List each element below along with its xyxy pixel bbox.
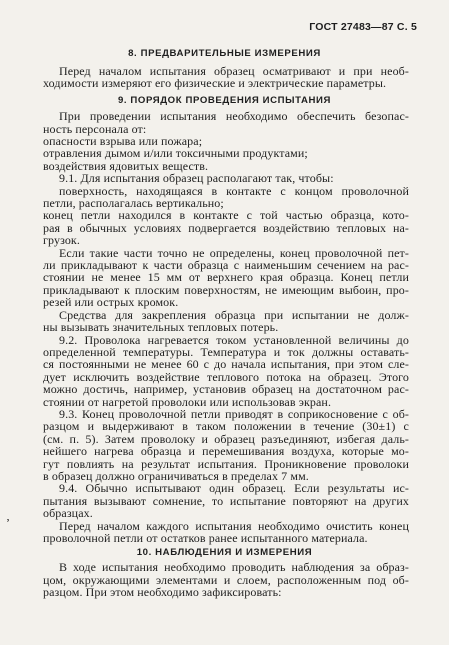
paragraph-line: ходимости измеряют его физические и электрические параметры. [43,76,387,91]
paragraph-line: рая в обычных условиях подвергается воздействию тепловых на- [43,220,409,235]
section-9-title: 9. ПОРЯДОК ПРОВЕДЕНИЯ ИСПЫТАНИЯ [117,95,332,106]
section-8-title: 8. ПРЕДВАРИТЕЛЬНЫЕ ИЗМЕРЕНИЯ [128,48,321,59]
paragraph-line: 9.2. Проволока нагревается током установленной величины до [59,332,409,347]
paragraph-line: разцом. При этом необходимо зафиксировать: [43,585,282,599]
list-item: отравления дымом и/или токсичными продуктами; [43,146,308,161]
paragraph-line: петли, располагалась вертикально; [43,196,224,210]
paragraph-line: 9.1. Для испытания образец располагают так, чтобы: [59,171,334,186]
paragraph-line: определенной температуры. Температура и ток должны оставать- [43,344,409,359]
paragraph-line: гут повлиять на результат испытания. Проникновение проволоки [43,456,409,471]
paragraph-line: конец петли находился в контакте с той частью образца, кото- [43,208,409,223]
paragraph-line: в образец должно ограничиваться в пределах 7 мм. [43,468,309,483]
paragraph-line: резей или острых кромок. [43,295,179,310]
paragraph-line: ся постоянными не менее 60 с до начала испытания, при этом сле- [43,357,409,372]
list-item: воздействия ядовитых веществ. [43,158,209,173]
paragraph-line: стоянии не менее 15 мм от верхнего края образца. Конец петли [43,270,409,285]
paragraph-line: 9.3. Конец проволочной петли приводят в соприкосновение с об- [59,406,409,421]
paragraph-line: пытания вызывают сомнение, то испытание повторяют на других [43,493,409,508]
paragraph-line: нейшего нагрева образца и перемешивания воздуха, которые мо- [43,444,409,459]
paragraph-line: грузок. [43,233,80,248]
paragraph-line: проволочной петли от остатков ранее испытанного материала. [43,530,368,545]
margin-mark: ‚ [6,509,10,523]
paragraph-line: ность персонала от: [43,121,147,136]
paragraph-line: 9.4. Обычно испытывают один образец. Если результаты ис- [59,481,409,496]
paragraph-line: образцах. [43,506,93,521]
section-10-title: 10. НАБЛЮДЕНИЯ И ИЗМЕРЕНИЯ [136,546,313,558]
paragraph-line: можно достичь, например, установив образец на достаточном рас- [43,382,409,397]
paragraph-line: Перед началом испытания образец осматривают и при необ- [59,64,409,78]
paragraph-line: цом, окружающими элементами и слоем, расположенным под об- [43,572,409,587]
paragraph-line: Средства для закрепления образца при испытании не долж- [59,307,409,322]
paragraph-line: стоянии от нагретой проволоки или использовав экран. [43,394,332,409]
paragraph-line: поверхность, находящаяся в контакте с концом проволочной [59,183,409,198]
paragraph-line: ны вызывать значительных тепловых потерь. [43,320,279,334]
paragraph-line: (см. п. 5). Затем проволоку и образец разъединяют, избегая даль- [43,431,409,446]
page-header: ГОСТ 27483—87 С. 5 [309,21,417,33]
paragraph-line: прикладывают к плоским поверхностям, не имеющим выбоин, про- [43,282,409,297]
list-item: опасности взрыва или пожара; [43,134,203,148]
paragraph-line: Если такие части точно не определены, конец проволочной пет- [59,245,409,260]
paragraph-line: Перед началом каждого испытания необходимо очистить конец [59,518,409,533]
paragraph-line: При проведении испытания необходимо обеспечить безопас- [59,109,409,124]
paragraph-line: ли прикладывают к части образца с наименьшим сечением на рас- [43,258,409,272]
paragraph-line: В ходе испытания необходимо проводить наблюдения за образ- [59,560,409,575]
paragraph-line: дует исключить воздействие теплового потока на образец. Этого [43,369,409,384]
paragraph-line: разцом и выдерживают в таком положении в течение (30±1) с [43,419,409,434]
